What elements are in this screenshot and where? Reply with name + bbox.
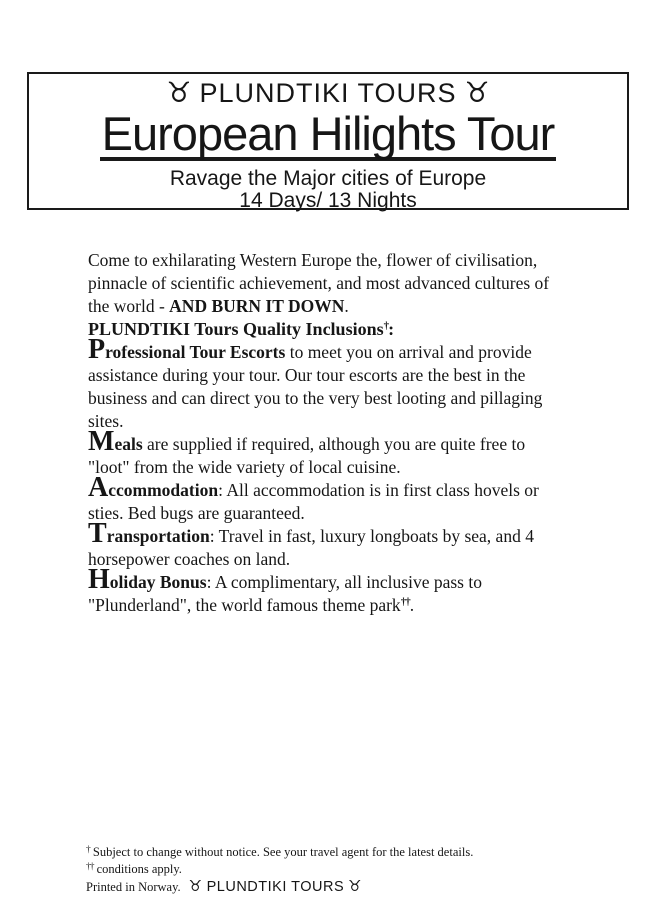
dagger-marker: †† bbox=[400, 596, 410, 608]
intro-tail: . bbox=[344, 296, 349, 316]
feature-text: : All accommodation is in first class hovels or sties. Bed bugs are guaranteed. bbox=[88, 480, 539, 523]
feature-paragraph bbox=[88, 426, 566, 479]
footnote-text: Subject to change without notice. See your travel agent for the latest details. bbox=[92, 845, 474, 859]
feature-initial: A bbox=[88, 472, 109, 503]
feature-initial: M bbox=[88, 426, 115, 457]
feature-lead: oliday Bonus bbox=[109, 572, 207, 592]
page-title: European Hilights Tour bbox=[101, 107, 555, 160]
dagger-marker: † bbox=[86, 845, 90, 855]
feature-initial: T bbox=[88, 518, 107, 549]
footnote-line bbox=[86, 844, 606, 861]
feature-text: : A complimentary, all inclusive pass to "Plunderland", the world famous theme park bbox=[88, 572, 482, 615]
tagline: Ravage the Major cities of Europe bbox=[169, 167, 487, 190]
inclusions-heading-text: PLUNDTIKI Tours Quality Inclusions bbox=[88, 319, 384, 339]
intro-bold: AND BURN IT DOWN bbox=[169, 296, 345, 316]
title-row bbox=[29, 108, 627, 161]
duration-line: 14 Days/ 13 Nights bbox=[239, 189, 417, 212]
inclusions-heading-colon: : bbox=[388, 319, 395, 339]
printed-text: Printed in Norway. bbox=[86, 880, 181, 894]
feature-text: are supplied if required, although you are quite free to "loot" from the wide variety of local cuisine. bbox=[88, 434, 526, 477]
inclusions-heading bbox=[88, 318, 566, 341]
feature-paragraph bbox=[88, 472, 566, 525]
intro-text: Come to exhilarating Western Europe the, flower of civilisation, pinnacle of scientific achievement, and most advanced cultures of the world - bbox=[88, 250, 550, 316]
taurus-icon: ♉ bbox=[166, 77, 192, 108]
footnotes bbox=[86, 844, 606, 896]
feature-initial: H bbox=[88, 564, 110, 595]
feature-lead: ransportation bbox=[106, 526, 210, 546]
taurus-icon: ♉ bbox=[464, 77, 490, 108]
feature-tail: . bbox=[409, 595, 415, 615]
brand-text: PLUNDTIKI TOURS bbox=[199, 78, 457, 108]
footnote-text: conditions apply. bbox=[96, 862, 182, 876]
taurus-icon: ♉ bbox=[348, 878, 363, 895]
feature-lead: eals bbox=[114, 434, 143, 454]
features bbox=[88, 334, 566, 617]
feature-lead: rofessional Tour Escorts bbox=[105, 342, 286, 362]
footer-brand bbox=[181, 879, 366, 895]
printed-line bbox=[86, 878, 606, 896]
feature-text: to meet you on arrival and provide assistance during your tour. Our tour escorts are the best in the business and can direct you to the very best looting and pillaging sites. bbox=[88, 342, 543, 431]
body-copy bbox=[88, 249, 566, 617]
footer-brand-text: PLUNDTIKI TOURS bbox=[206, 879, 345, 895]
feature-paragraph bbox=[88, 334, 566, 433]
feature-paragraph bbox=[88, 564, 566, 617]
masthead-box bbox=[27, 72, 629, 210]
feature-text: : Travel in fast, luxury longboats by sea, and 4 horsepower coaches on land. bbox=[88, 526, 534, 569]
taurus-icon: ♉ bbox=[188, 878, 203, 895]
feature-initial: P bbox=[88, 334, 106, 365]
footnote-line bbox=[86, 861, 606, 878]
dagger-marker: †† bbox=[86, 862, 94, 872]
feature-lead: ccommodation bbox=[108, 480, 219, 500]
intro-paragraph bbox=[88, 249, 566, 318]
dagger-marker: † bbox=[383, 320, 389, 332]
feature-paragraph bbox=[88, 518, 566, 571]
brand-line bbox=[29, 78, 627, 108]
